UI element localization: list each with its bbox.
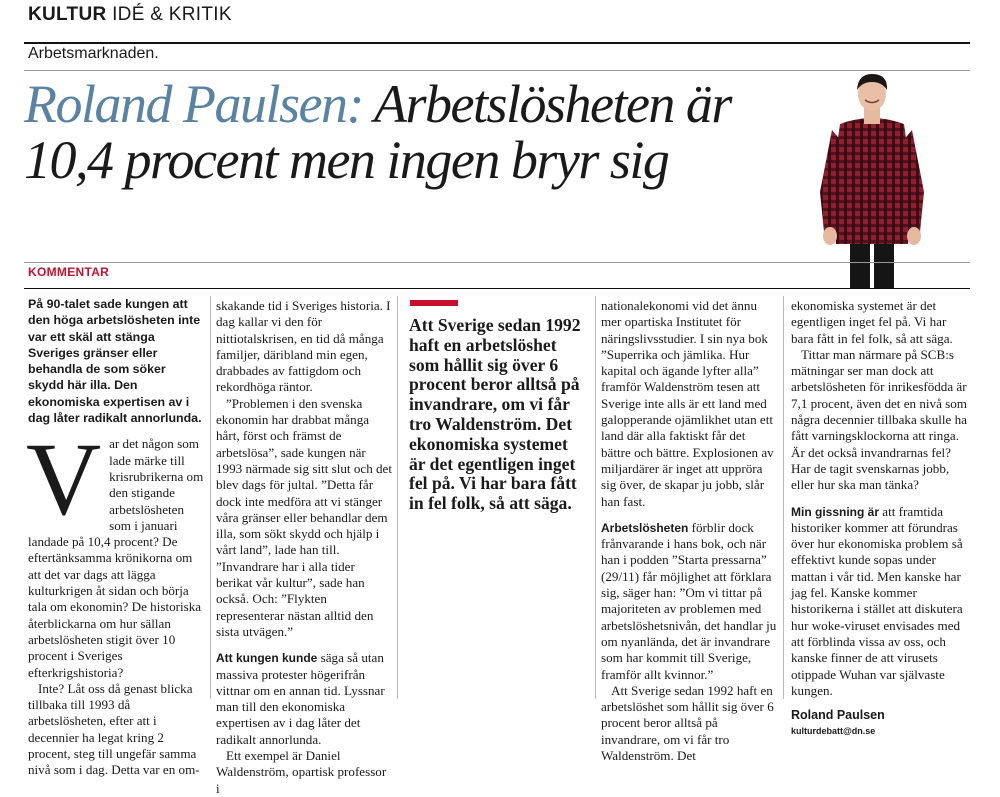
headline [24,76,784,188]
headline-author: Roland Paulsen: [24,74,363,134]
drop-cap: V [26,422,102,538]
kicker: Arbetsmarknaden. [28,45,159,62]
headline-text: Arbetslösheten är 10,4 procent men ingen bryr sig [24,74,731,190]
subheading: Att kungen kunde [216,651,318,666]
section-subtitle: IDÉ & KRITIK [112,4,232,25]
body-paragraph [26,422,204,680]
body-text: att framtida historiker kommer att förundras över hur ekonomiska problem så effektivt kunde sopas under mattan i vår tid. Men kanske har jag fel. Kanske kommer historikerna i stället att diskutera hur woke-viruset envisades med att förblinda vissa av oss, och kanske finner de att virusets otippade Wuhan var självaste kungen. [791,503,963,698]
subheading: Min gissning är [791,504,880,519]
column-divider [397,296,398,699]
column-divider [595,296,596,699]
section-title: KULTUR [28,4,107,25]
body-text: förblir dock frånvarande i hans bok, och när han i podden ”Starta pressarna” (29/11) får möjlighet att förklara sig, säger han: ”Om vi tittar på majoriteten av problemen med arbetslöshetsnivån, det handlar ju om nyanlända, det är invandrare som har kommit till Sverige, framför allt kvinnor.” [601,519,777,682]
body-paragraph [791,504,967,700]
author-signature: Roland Paulsen [791,708,885,723]
body-paragraph: ekonomiska systemet är det egentligen inget fel på. Vi har bara fått in fel folk, så att säga. [791,298,953,346]
body-paragraph: Att Sverige sedan 1992 haft en arbetslöshet som hållit sig över 6 procent beror alltså på invandrare, om vi får tro Waldenström. Det [601,682,774,764]
column-2 [216,298,392,797]
author-email: kulturdebatt@dn.se [791,726,876,737]
divider [24,288,970,289]
lead-paragraph: På 90-talet sade kungen att den höga arbetslösheten inte var ett skäl att stänga Sveriges gränser eller behandla de som söker skydd här illa. Den ekonomiska expertisen av i dag låter radikalt annorlunda. [28,297,202,426]
column-divider [783,296,784,699]
quote-accent-bar [410,300,458,306]
body-paragraph: nationalekonomi vid det ännu mer opartiska Institutet för näringslivsstudier. I sin nya bok ”Superrika och jämlika. Hur kapital och ägande lyfter alla” framför Waldenström tesen att Sverige inte alls är ett land med galopperande ojämlikhet utan ett land där alla faktiskt får det bättre och bättre. Explosionen av miljardärer är inget att uppröra sig över, de skapar ju jobb, slår han fast. [601,298,774,509]
body-paragraph: Ett exempel är Daniel Waldenström, opartisk professor i [216,748,387,796]
subheading: Arbetslösheten [601,520,689,535]
body-paragraph [216,650,392,748]
article-label: KOMMENTAR [28,265,110,279]
body-text: ar det någon som lade märke till krisrubrikerna om den stigande arbetslösheten som i januari landade på 10,4 procent? De eftertänksamma krönikorna om att det var dags att lägga kulturkrigen åt sidan och börja tala om ekonomin? De historiska återblickarna om hur sällan arbetslösheten stigit över 10 procent i Sveriges efterkrigshistoria? [28,436,204,680]
pull-quote: Att Sverige sedan 1992 haft en arbetslöshet som hållit sig över 6 procent beror alltså på invandrare, om vi får tro Waldenström. Det ekonomiska systemet är det egentligen inget fel på. Vi har bara fått in fel folk, så att säga. [409,315,581,514]
column-5 [791,298,967,740]
column-1 [28,296,204,779]
divider [24,262,970,263]
body-text: säga så utan massiva protester högerifrån vittnar om en annan tid. Lyssnar man till den ekonomiska expertisen av i dag låter det radikalt annorlunda. [216,650,385,747]
body-paragraph: ”Problemen i den svenska ekonomin har drabbat många hårt, först och främst de arbetslösa”, sade kungen när 1993 närmade sig sitt slut och det blev dags för jultal. ”Detta får dock inte medföra att vi stänger våra gränser eller behandlar dem illa, som sökt skydd och hjälp i vårt land”, lade han till. ”Invandrare har i alla tider berikat vår kultur”, sade han också. Och: ”Flykten representerar nästan alltid den sista utvägen.” [216,395,393,639]
body-paragraph: Inte? Låt oss då genast blicka tillbaka till 1993 då arbetslösheten, efter att i decennier ha legat kring 2 procent, steg till ungefär samma nivå som i dag. Detta var en om- [28,680,200,778]
column-4 [601,298,777,764]
author-portrait [812,72,932,288]
body-paragraph: Tittar man närmare på SCB:s mätningar ser man dock att arbetslösheten för inrikesfödda är 7,1 procent, även det en nivå som några decennier tillbaka skulle ha fått varningsklockorna att ringa. Är det också invandrarnas fel? Har de tagit svenskarnas jobb, eller hur ska man tänka? [791,346,967,493]
column-divider [210,296,211,699]
divider [24,42,970,44]
body-paragraph [601,520,777,683]
divider [24,70,970,71]
body-paragraph: skakande tid i Sveriges historia. I dag kallar vi den för nittiotalskrisen, en tid då många familjer, däribland min egen, drabbades av fattigdom och rekordhöga räntor. [216,298,391,395]
section-header [28,4,232,26]
